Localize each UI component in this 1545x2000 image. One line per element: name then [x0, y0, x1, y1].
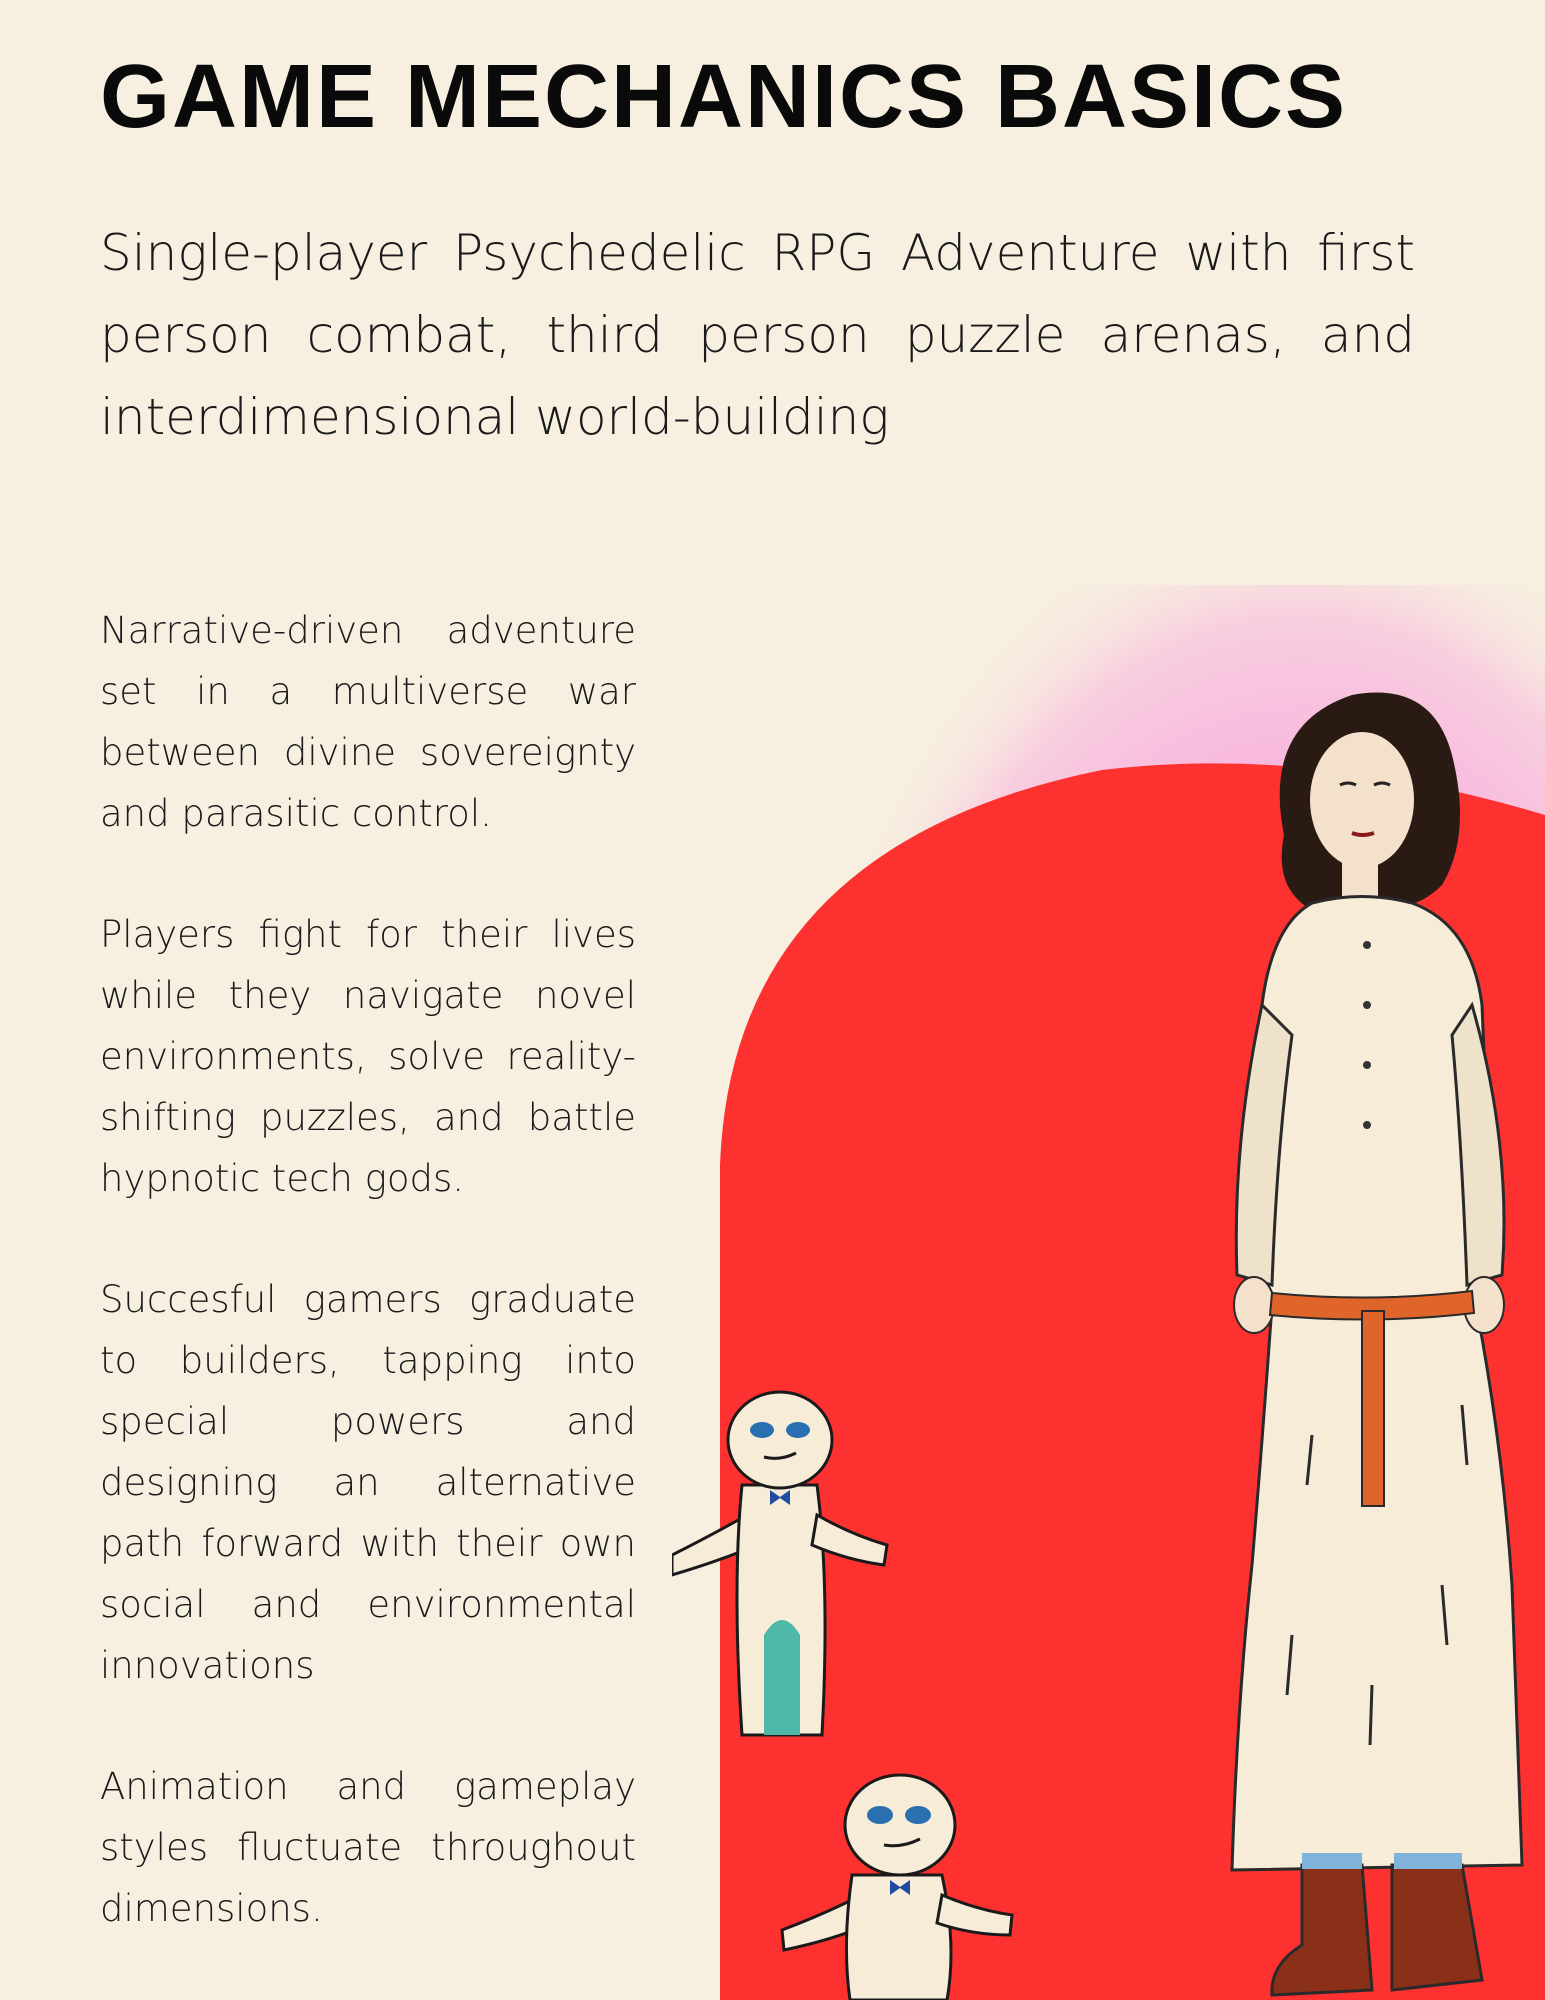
paragraph-narrative: Narrative-driven adventure set in a multiverse war between divine sovereignty and parasitic control. [100, 609, 636, 835]
page-subtitle: Single-player Psychedelic RPG Adventure with first person combat, third person puzzle arenas, and interdimensional world-building [100, 224, 1415, 446]
paragraph-gameplay: Players fight for their lives while they navigate novel environments, solve reality-shifting puzzles, and battle hypnotic tech gods. [100, 913, 636, 1200]
paragraph-animation: Animation and gameplay styles fluctuate throughout dimensions. [100, 1765, 636, 1930]
description-column [100, 600, 636, 1999]
page-title: GAME MECHANICS BASICS [100, 47, 1348, 147]
paragraph-builders: Succesful gamers graduate to builders, tapping into special powers and designing an alternative path forward with their own social and environmental innovations [100, 1278, 636, 1687]
character-illustration [672, 585, 1545, 2000]
